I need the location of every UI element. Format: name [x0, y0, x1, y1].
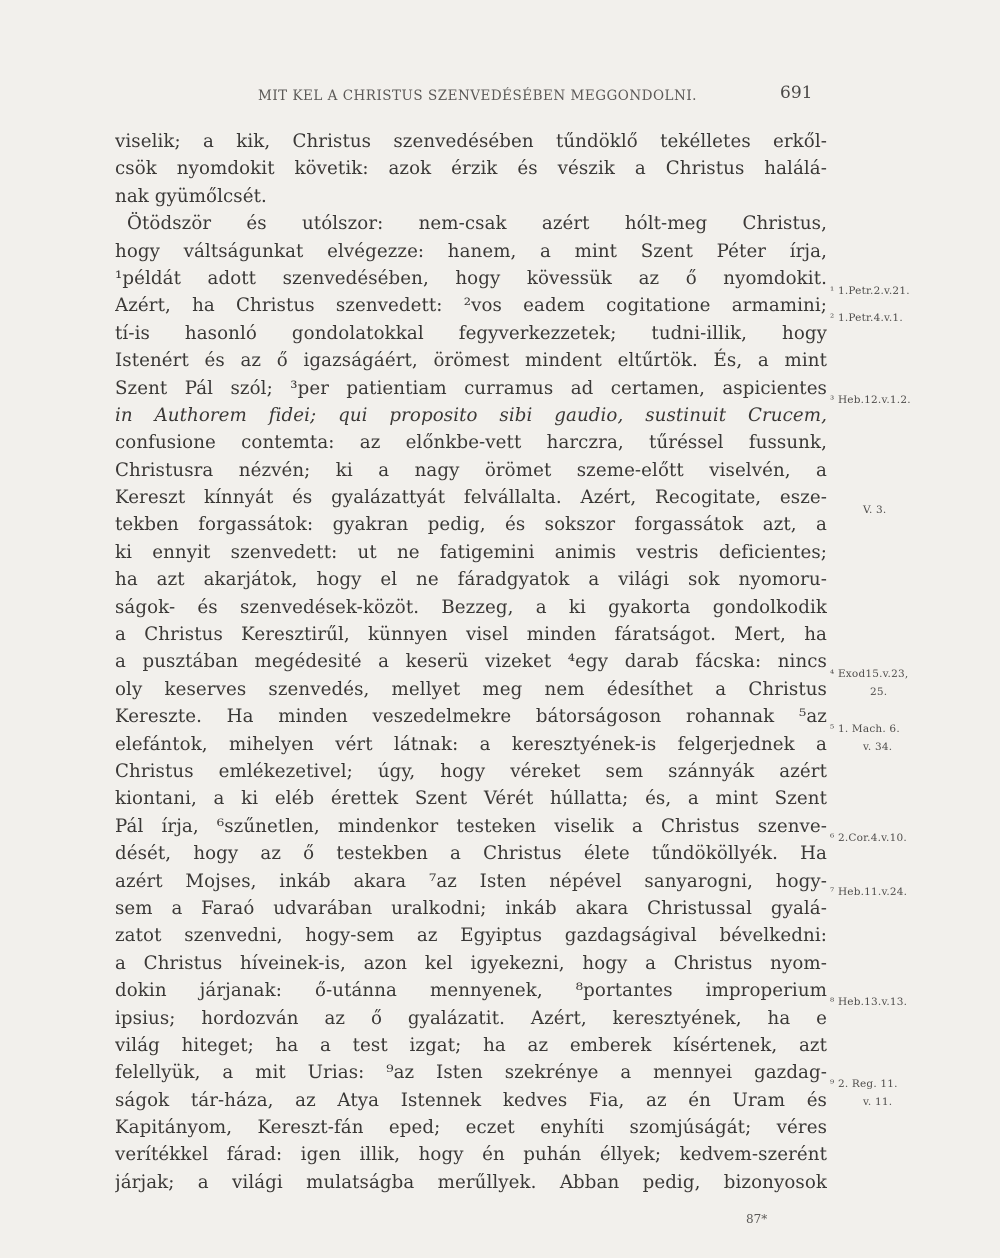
text-line: ki ennyit szenvedett: ut ne fatigemini animis vestris deficientes;	[115, 541, 827, 563]
text-line: Szent Pál szól; ³per patientiam curramus ad certamen, aspicientes	[115, 377, 827, 399]
text-line: nak gyümőlcsét.	[115, 185, 267, 207]
text-line: ságok- és szenvedések-közöt. Bezzeg, a ki gyakorta gondolkodik	[115, 596, 827, 618]
text-line: viselik; a kik, Christus szenvedésében tűndöklő tekélletes erkől-	[115, 131, 827, 152]
text-line: Azért, ha Christus szenvedett: ²vos eadem cogitatione armamini;	[115, 295, 827, 317]
text-line: tekben forgassátok: gyakran pedig, és sokszor forgassátok azt, a	[115, 514, 827, 536]
margin-note: ⁶ 2.Cor.4.v.10.	[830, 832, 907, 844]
text-line: világ hiteget; ha a test izgat; ha az emberek kísértenek, azt	[115, 1034, 827, 1056]
signature-mark: 87*	[746, 1212, 768, 1226]
text-line: elefántok, mihelyen vért látnak: a keresztyének-is felgerjednek a	[115, 733, 827, 755]
text-line: felellyük, a mit Urias: ⁹az Isten szekrénye a mennyei gazdag-	[115, 1062, 827, 1084]
text-line: tí-is hasonló gondolatokkal fegyverkezzetek; tudni-illik, hogy	[115, 322, 827, 344]
margin-note: v. 34.	[863, 741, 893, 753]
text-line: a pusztában megédesité a keserü vizeket ⁴egy darab fácska: nincs	[115, 651, 827, 673]
margin-note: ³ Heb.12.v.1.2.	[830, 394, 911, 406]
text-line: csök nyomdokit követik: azok érzik és vészik a Christus halálá-	[115, 158, 827, 180]
margin-note: ⁵ 1. Mach. 6.	[830, 723, 900, 735]
text-line: verítékkel fárad: igen illik, hogy én puhán éllyek; kedvem-szerént	[115, 1144, 827, 1166]
text-line: dését, hogy az ő testekben a Christus élete tűndököllyék. Ha	[115, 843, 827, 865]
text-line: Christus emlékezetivel; úgy, hogy véreket sem szánnyák azért	[115, 760, 827, 782]
margin-note: ⁸ Heb.13.v.13.	[830, 996, 908, 1008]
text-line: hogy váltságunkat elvégezze: hanem, a mint Szent Péter írja,	[115, 240, 827, 262]
text-line: azért Mojses, inkáb akara ⁷az Isten népével sanyarogni, hogy-	[115, 870, 827, 892]
text-line: Pál írja, ⁶szűnetlen, mindenkor testeken viselik a Christus szenve-	[115, 815, 827, 837]
text-line: Ötödször és utólszor: nem-csak azért hólt-meg Christus,	[127, 213, 827, 235]
text-line: járjak; a világi mulatságba merűllyek. Abban pedig, bizonyosok	[115, 1171, 827, 1193]
text-line: Kereszte. Ha minden veszedelmekre bátorságoson rohannak ⁵az	[115, 706, 827, 728]
text-line: confusione contemta: az előnkbe-vett harczra, tűréssel fussunk,	[115, 432, 827, 454]
text-line: oly keserves szenvedés, mellyet meg nem édesíthet a Christus	[115, 678, 827, 700]
text-line: Christusra nézvén; ki a nagy örömet szeme-előtt viselvén, a	[115, 459, 827, 481]
text-line: dokin járjanak: ő-utánna mennyenek, ⁸portantes improperium	[115, 980, 827, 1002]
text-line: a Christus híveinek-is, azon kel igyekezni, hogy a Christus nyom-	[115, 952, 827, 974]
margin-note: 25.	[870, 686, 888, 698]
text-line: sem a Faraó udvarában uralkodni; inkáb akara Christussal gyalá-	[115, 897, 827, 919]
text-line: Kapitányom, Kereszt-fán eped; eczet enyhíti szomjúságát; véres	[115, 1117, 827, 1139]
text-line: ságok tár-háza, az Atya Istennek kedves Fia, az én Uram és	[115, 1089, 827, 1111]
text-line: Kereszt kínnyát és gyalázattyát felvállalta. Azért, Recogitate, esze-	[115, 487, 827, 509]
text-line: ¹példát adott szenvedésében, hogy kövessük az ő nyomdokit.	[115, 267, 827, 289]
text-line: ipsius; hordozván az ő gyalázatit. Azért, keresztyének, ha e	[115, 1007, 827, 1029]
text-line: kiontani, a ki eléb érettek Szent Vérét húllatta; és, a mint Szent	[115, 788, 827, 810]
margin-note: ² 1.Petr.4.v.1.	[830, 312, 903, 324]
text-line: in Authorem fidei; qui proposito sibi gaudio, sustinuit Crucem,	[115, 404, 827, 426]
page-number: 691	[780, 83, 813, 103]
margin-note: V. 3.	[863, 504, 887, 516]
margin-note: ⁴ Exod15.v.23,	[830, 668, 909, 680]
text-line: a Christus Keresztirűl, künnyen visel minden fáratságot. Mert, ha	[115, 624, 827, 646]
text-line: Istenért és az ő igazságáért, örömest mindent eltűrtök. És, a mint	[115, 350, 827, 372]
running-header: MIT KEL A CHRISTUS SZENVEDÉSÉBEN MEGGONDOLNI.	[258, 88, 697, 104]
margin-note: ⁷ Heb.11.v.24.	[830, 886, 908, 898]
margin-note: ⁹ 2. Reg. 11.	[830, 1078, 898, 1090]
body-text	[115, 128, 827, 1196]
margin-note: ¹ 1.Petr.2.v.21.	[830, 285, 910, 297]
margin-note: v. 11.	[863, 1096, 893, 1108]
text-line: zatot szenvedni, hogy-sem az Egyiptus gazdagságival bévelkedni:	[115, 925, 827, 947]
text-line: ha azt akarjátok, hogy el ne fáradgyatok a világi sok nyomoru-	[115, 569, 827, 591]
